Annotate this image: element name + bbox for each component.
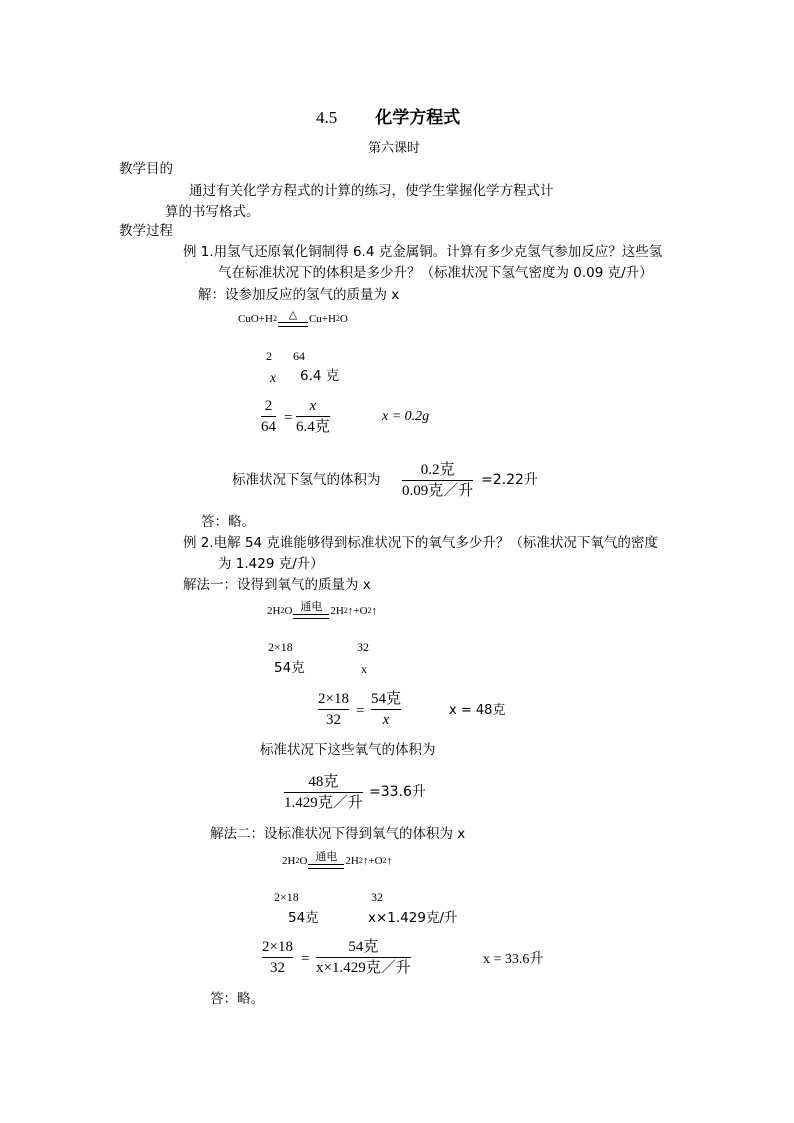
fraction-denominator: 6.4克	[296, 419, 330, 435]
process-heading: 教学过程	[119, 223, 173, 239]
reaction-arrow	[293, 602, 329, 619]
example1-result: x = 0.2g	[382, 409, 430, 424]
fraction-bar	[261, 416, 276, 417]
ratio-top-left: 2	[266, 349, 272, 363]
example2-method2: 解法二：设标准状况下得到氧气的体积为 x	[210, 826, 466, 842]
m1-volume-label: 标准状况下这些氧气的体积为	[260, 742, 436, 758]
double-line	[293, 614, 329, 619]
fraction-bar	[318, 709, 349, 710]
fraction-bar	[284, 792, 363, 793]
m1-volume-result: =33.6升	[369, 784, 426, 800]
fraction-numerator: 0.2克	[420, 462, 455, 478]
eq-products: Cu+H	[308, 312, 336, 325]
m2-ratio-bottom-right: x×1.429克/升	[368, 910, 458, 926]
electrolysis-condition: 通电	[300, 601, 323, 613]
example1-answer: 答：略。	[201, 514, 255, 530]
fraction-bar	[262, 957, 293, 958]
page-title	[316, 109, 460, 127]
objectives-line1: 通过有关化学方程式的计算的练习，使学生掌握化学方程式计	[189, 183, 554, 199]
ratio-bottom-left: x	[270, 370, 276, 385]
eq-products-end: O	[339, 312, 348, 325]
m2-ratio-top-right: 32	[371, 890, 383, 904]
fraction-x-6.4	[296, 399, 330, 435]
reaction-arrow	[278, 310, 308, 327]
fraction-numerator: 2×18	[318, 691, 349, 707]
example1-volume-fraction	[402, 463, 473, 499]
double-line	[308, 864, 344, 869]
fraction-bar	[296, 416, 330, 417]
m1-ratio-top-left: 2×18	[268, 640, 293, 654]
m1-fraction-54-x	[371, 692, 401, 728]
electrolysis-condition: 通电	[315, 851, 338, 863]
title-number: 4.5	[316, 108, 338, 127]
m1-result: x = 48克	[449, 703, 506, 718]
example2-answer: 答：略。	[210, 991, 264, 1007]
example1-volume-label: 标准状况下氢气的体积为	[232, 472, 381, 488]
objectives-line2: 算的书写格式。	[165, 204, 260, 220]
example1-equation: CuO+H 2 △ Cu+H 2 O	[238, 310, 348, 327]
example1-question-line2: 气在标准状况下的体积是多少升？（标准状况下氢气密度为 0.09 克/升）	[218, 265, 653, 281]
eq-reactant-o: O	[284, 604, 293, 617]
fraction-bar	[316, 957, 411, 958]
eq-reactant: 2H	[282, 854, 296, 867]
fraction-bar	[371, 709, 401, 710]
fraction-denominator: 32	[269, 960, 285, 976]
example2-method1: 解法一：设得到氧气的质量为 x	[183, 577, 371, 593]
m1-ratio-top-right: 32	[357, 640, 369, 654]
m2-fraction-2x18-32	[262, 940, 293, 976]
fraction-numerator: 2	[264, 398, 273, 414]
fraction-denominator: 1.429克／升	[284, 795, 363, 811]
eq-product-h2: 2H	[345, 854, 359, 867]
objectives-heading: 教学目的	[119, 161, 173, 177]
equals-sign: =	[284, 410, 293, 426]
m2-ratio-bottom-left: 54克	[288, 910, 319, 926]
fraction-bar	[402, 480, 473, 481]
fraction-denominator: 64	[261, 419, 276, 435]
eq-gas-arrow: ↑	[386, 854, 393, 867]
m2-ratio-top-left: 2×18	[274, 890, 299, 904]
eq-reactants: CuO+H	[238, 312, 273, 325]
fraction-denominator: x	[382, 712, 390, 728]
fraction-denominator: x×1.429克／升	[316, 960, 411, 976]
page-subtitle: 第六课时	[368, 141, 421, 156]
example2-question-line1: 例 2.电解 54 克谁能够得到标准状况下的氧气多少升？（标准状况下氧气的密度	[183, 535, 658, 551]
fraction-numerator: 2×18	[262, 939, 293, 955]
example2-question-line2: 为 1.429 克/升）	[218, 556, 324, 572]
eq-product-h2: 2H	[330, 604, 344, 617]
title-text: 化学方程式	[375, 108, 461, 128]
fraction-numerator: 48克	[308, 774, 339, 790]
example1-question-line1: 例 1.用氢气还原氧化铜制得 6.4 克金属铜。计算有多少克氢气参加反应？这些氢	[183, 244, 663, 260]
ratio-bottom-right: 6.4 克	[300, 368, 340, 384]
m1-equals-sign: =	[356, 703, 365, 719]
eq-gas-arrow: ↑+O	[362, 854, 383, 867]
m2-fraction-54-x1429	[316, 940, 411, 976]
m1-fraction-2x18-32	[318, 692, 349, 728]
eq-reactant-o: O	[299, 854, 308, 867]
m2-equals-sign: =	[301, 951, 310, 967]
fraction-denominator: 32	[325, 712, 341, 728]
m1-volume-fraction	[284, 775, 363, 811]
example1-volume-result: =2.22升	[481, 472, 538, 488]
ratio-top-right: 64	[293, 349, 305, 363]
electrolysis-equation-2: 2H 2 O 通电 2H 2 ↑+O 2 ↑	[282, 852, 392, 869]
eq-reactant: 2H	[267, 604, 281, 617]
fraction-numerator: 54克	[348, 939, 379, 955]
m1-ratio-bottom-left: 54克	[274, 660, 305, 676]
fraction-2-64	[261, 399, 276, 435]
fraction-numerator: 54克	[371, 691, 402, 707]
electrolysis-equation-1: 2H 2 O 通电 2H 2 ↑+O 2 ↑	[267, 602, 377, 619]
m2-result: x = 33.6升	[483, 952, 544, 967]
fraction-numerator: x	[309, 398, 317, 414]
heat-condition: △	[288, 309, 298, 321]
m1-ratio-bottom-right: x	[361, 662, 367, 676]
example1-solution: 解：设参加反应的氢气的质量为 x	[198, 287, 400, 303]
fraction-denominator: 0.09克／升	[402, 483, 474, 499]
eq-gas-arrow: ↑+O	[347, 604, 368, 617]
reaction-arrow	[308, 852, 344, 869]
eq-gas-arrow: ↑	[371, 604, 378, 617]
double-line	[278, 322, 308, 327]
